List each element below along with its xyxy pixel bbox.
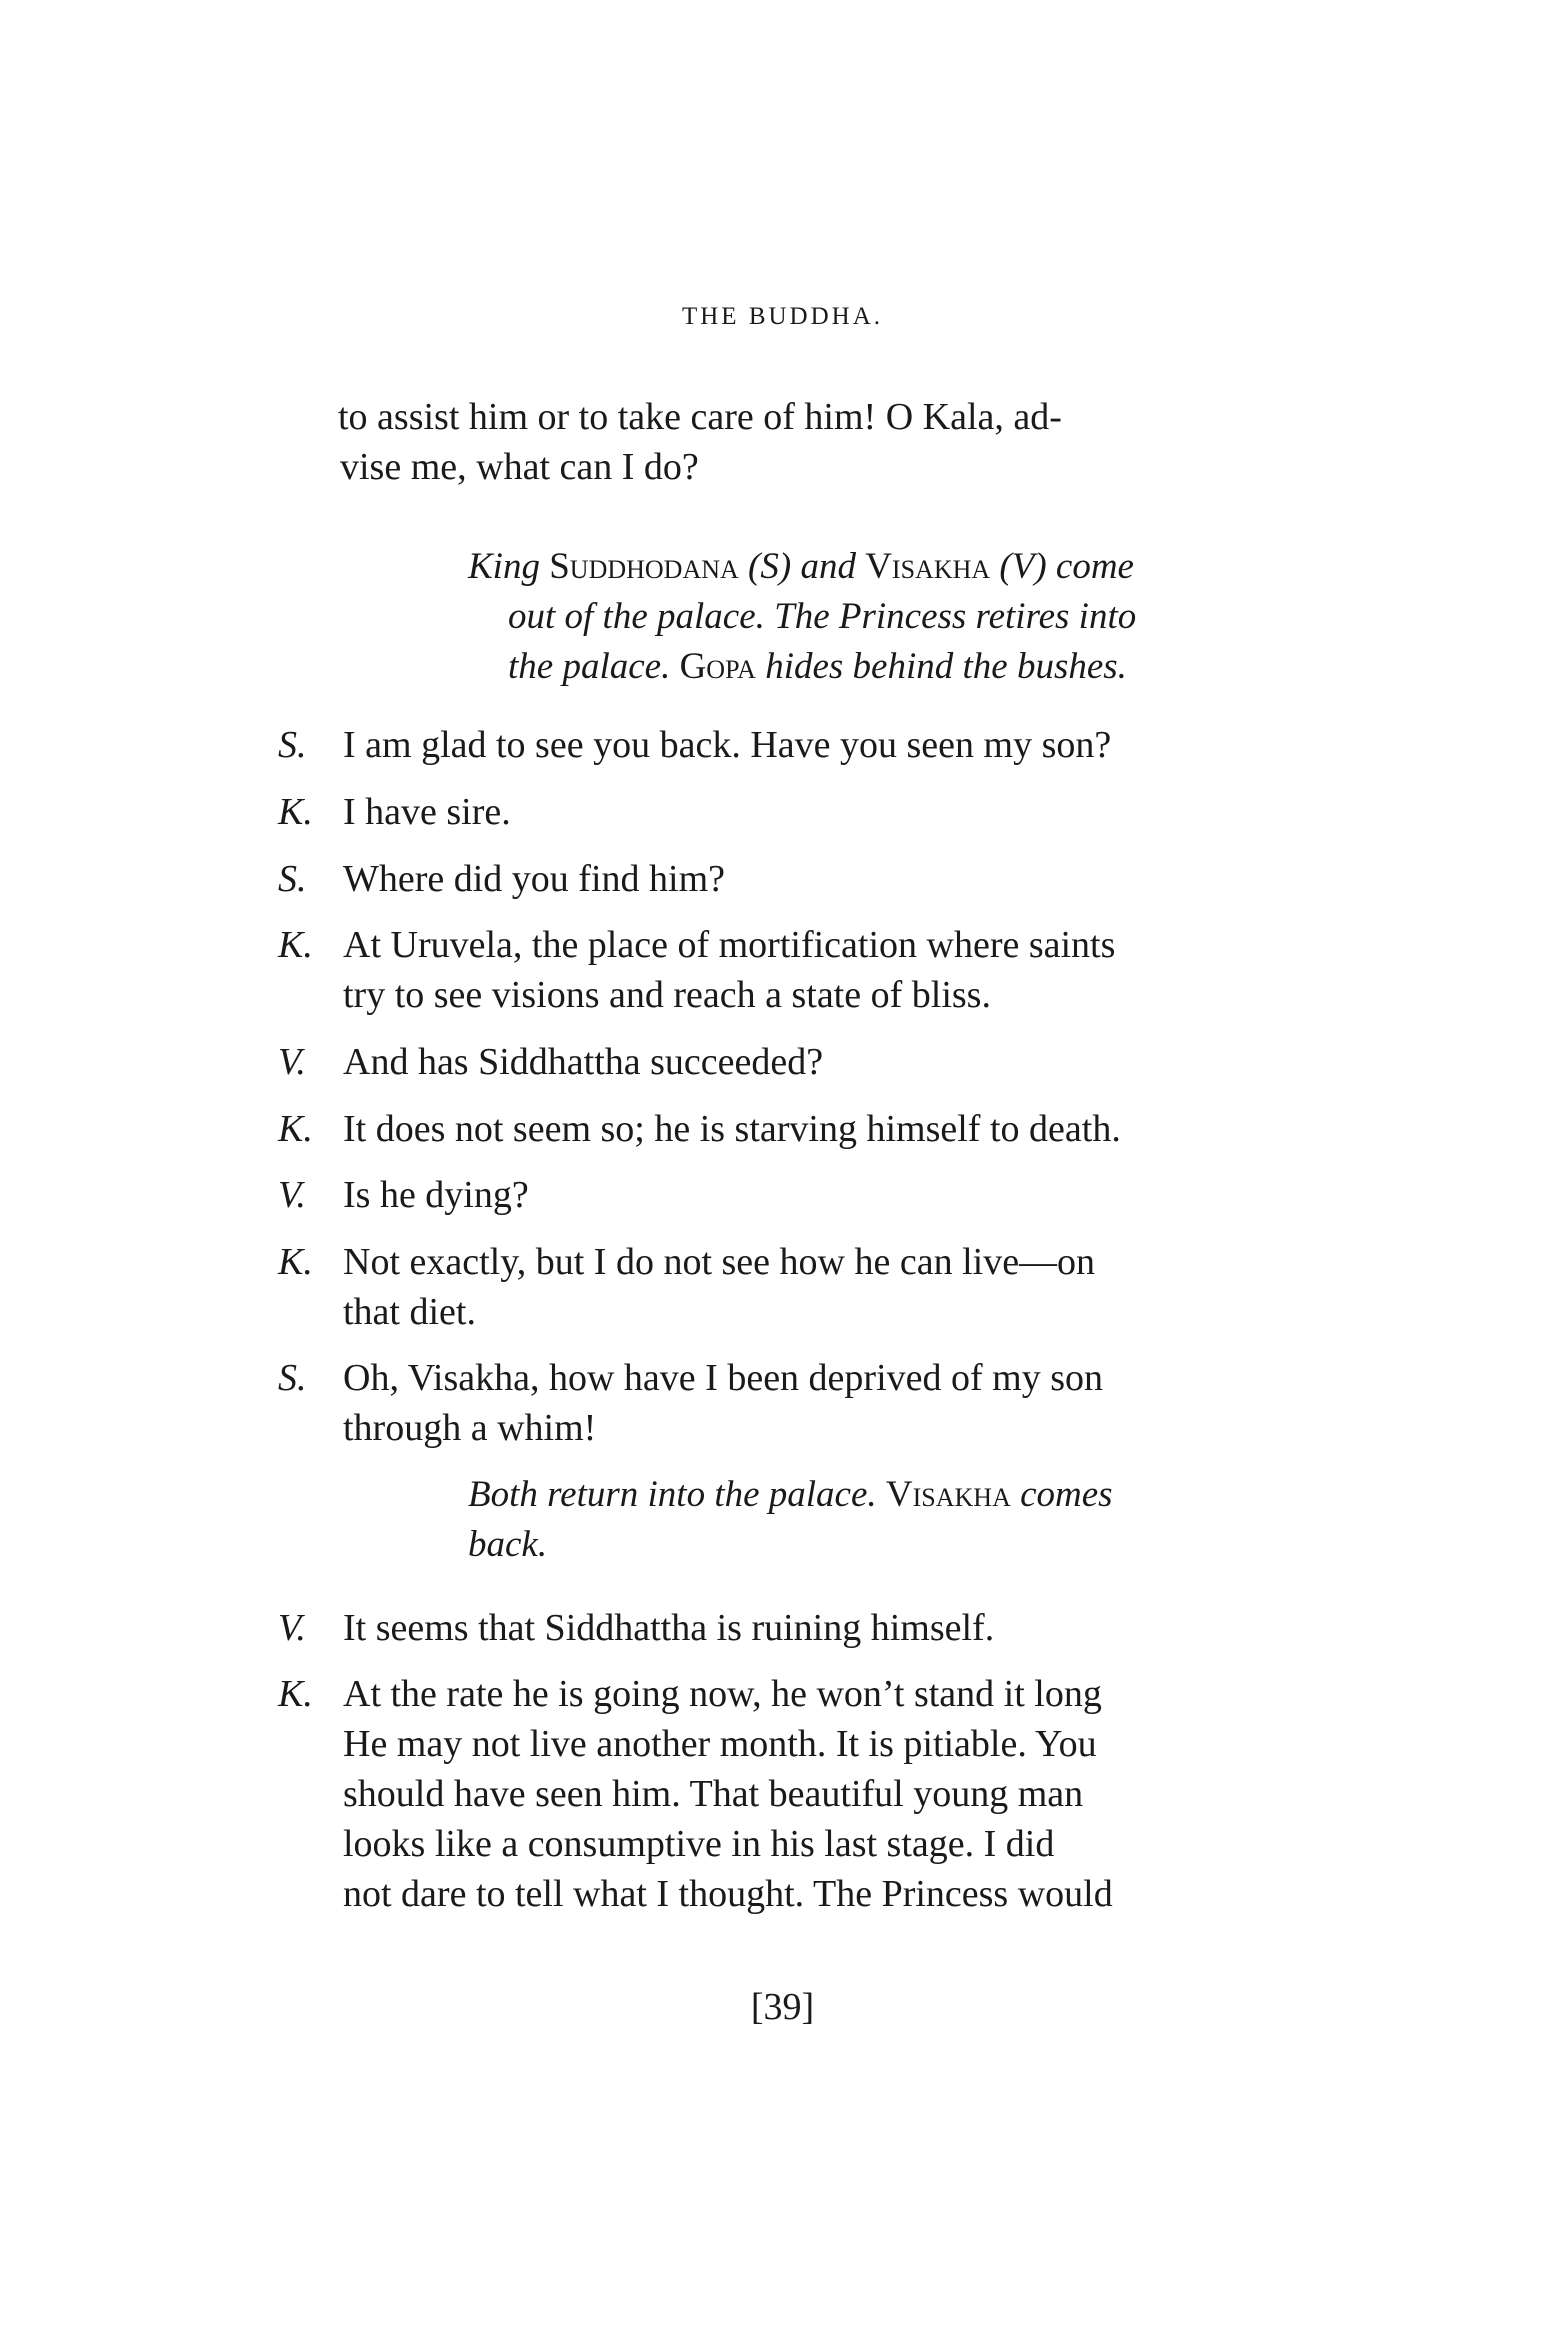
direction-line: the palace. Gopa hides behind the bushes. (508, 646, 1127, 687)
speech-text: It seems that Siddhattha is ruining himself. (343, 1607, 995, 1649)
speech-text: should have seen him. That beautiful young man (343, 1773, 1084, 1815)
character-name: Gopa (679, 646, 756, 687)
speaker-label: K. (278, 1108, 313, 1150)
speaker-label: K. (278, 1241, 313, 1283)
speech-text: I am glad to see you back. Have you seen my son? (343, 724, 1112, 766)
character-name: Suddhodana (549, 546, 739, 587)
dialogue-line (278, 1037, 1343, 1087)
direction-line: back. (468, 1524, 548, 1565)
speech-text: At the rate he is going now, he won’t stand it long (343, 1673, 1102, 1715)
direction-line: King Suddhodana (S) and Visakha (V) come (468, 546, 1134, 587)
speech-text: try to see visions and reach a state of bliss. (343, 974, 991, 1016)
speech-text: Oh, Visakha, how have I been deprived of my son (343, 1357, 1103, 1399)
speech-text: He may not live another month. It is pitiable. You (343, 1723, 1097, 1765)
character-name: Visakha (865, 546, 991, 587)
direction-line: out of the palace. The Princess retires into (508, 596, 1137, 637)
speech-text: that diet. (343, 1291, 476, 1333)
direction-line: Both return into the palace. Visakha comes (468, 1474, 1113, 1515)
dialogue-line (278, 1353, 1343, 1453)
speech-text: through a whim! (343, 1407, 597, 1449)
speaker-label: V. (278, 1174, 306, 1216)
speech-text: And has Siddhattha succeeded? (343, 1041, 824, 1083)
speaker-label: K. (278, 924, 313, 966)
stage-direction (468, 1470, 1338, 1570)
dialogue-line (278, 920, 1343, 1020)
continuation-paragraph (340, 392, 1340, 492)
dialogue-line (278, 1170, 1343, 1220)
dialogue-line (278, 1669, 1343, 1919)
speech-text: At Uruvela, the place of mortification where saints (343, 924, 1116, 966)
dialogue-line (278, 1603, 1343, 1653)
dialogue-line (278, 720, 1343, 770)
running-head: THE BUDDHA. (681, 303, 884, 330)
speaker-label: K. (278, 791, 313, 833)
speaker-label: S. (278, 1357, 307, 1399)
dialogue-line (278, 787, 1343, 837)
speaker-label: K. (278, 1673, 313, 1715)
dialogue-line (278, 854, 1343, 904)
text-line: to assist him or to take care of him! O Kala, ad- (338, 396, 1062, 438)
speech-text: It does not seem so; he is starving himself to death. (343, 1108, 1121, 1150)
speech-text: not dare to tell what I thought. The Princess would (343, 1873, 1113, 1915)
speech-text: I have sire. (343, 791, 511, 833)
text-line: vise me, what can I do? (340, 446, 699, 488)
speaker-label: S. (278, 724, 307, 766)
character-name: Visakha (885, 1474, 1011, 1515)
speech-text: Where did you find him? (343, 858, 726, 900)
speech-text: looks like a consumptive in his last stage. I did (343, 1823, 1055, 1865)
stage-direction (468, 542, 1338, 692)
dialogue-line (278, 1104, 1343, 1154)
dialogue-line (278, 1237, 1343, 1337)
speaker-label: V. (278, 1607, 306, 1649)
speech-text: Not exactly, but I do not see how he can live—on (343, 1241, 1096, 1283)
speaker-label: S. (278, 858, 307, 900)
speech-text: Is he dying? (343, 1174, 529, 1216)
page-number: [39] (750, 1986, 815, 2028)
speaker-label: V. (278, 1041, 306, 1083)
